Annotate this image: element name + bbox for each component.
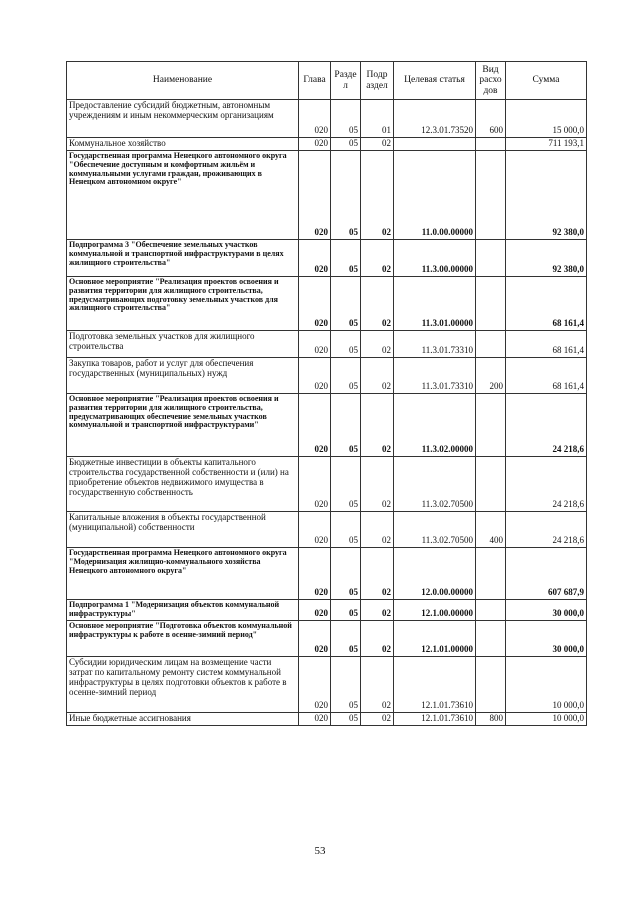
row-podrazdel-cell: 02 [361,277,394,331]
row-summa-cell: 30 000,0 [506,621,587,657]
row-celevaya-statya-cell: 12.0.00.00000 [394,548,476,600]
row-glava-cell: 020 [299,394,331,457]
row-celevaya-statya-cell: 11.3.01.73310 [394,331,476,358]
row-podrazdel-cell: 02 [361,394,394,457]
row-name-cell: Бюджетные инвестиции в объекты капитального строительства государственной собственности и (или) на приобретение объектов недвижимого имущества в государственную собственность [67,457,299,512]
row-celevaya-statya-cell: 12.1.01.73610 [394,657,476,713]
row-vid-rashodov-cell [476,151,506,240]
row-vid-rashodov-cell: 600 [476,100,506,138]
row-glava-cell: 020 [299,548,331,600]
row-vid-rashodov-cell: 800 [476,713,506,726]
header-celevaya-statya: Целевая статья [394,62,476,100]
row-vid-rashodov-cell: 400 [476,512,506,548]
row-podrazdel-cell: 02 [361,548,394,600]
row-celevaya-statya-cell: 12.3.01.73520 [394,100,476,138]
row-razdel-cell: 05 [331,713,361,726]
row-podrazdel-cell: 02 [361,331,394,358]
table-row [67,600,587,621]
header-row [67,62,587,100]
row-razdel-cell: 05 [331,657,361,713]
header-vid-rashodov: Вид расхо дов [476,62,506,100]
row-summa-cell: 10 000,0 [506,657,587,713]
row-celevaya-statya-cell: 11.3.02.70500 [394,512,476,548]
header-razdel: Разде л [331,62,361,100]
row-summa-cell: 68 161,4 [506,277,587,331]
row-celevaya-statya-cell: 11.3.02.00000 [394,394,476,457]
row-celevaya-statya-cell: 12.1.00.00000 [394,600,476,621]
row-glava-cell: 020 [299,600,331,621]
row-glava-cell: 020 [299,331,331,358]
row-name-cell: Подготовка земельных участков для жилищного строительства [67,331,299,358]
table-row [67,138,587,151]
row-name-cell: Предоставление субсидий бюджетным, автономным учреждениям и иным некоммерческим организациям [67,100,299,138]
row-celevaya-statya-cell: 11.3.01.73310 [394,358,476,394]
row-celevaya-statya-cell: 12.1.01.73610 [394,713,476,726]
row-vid-rashodov-cell: 200 [476,358,506,394]
row-name-cell: Капитальные вложения в объекты государственной (муниципальной) собственности [67,512,299,548]
table-row [67,713,587,726]
header-name: Наименование [67,62,299,100]
row-vid-rashodov-cell [476,600,506,621]
row-razdel-cell: 05 [331,621,361,657]
page-number: 53 [314,845,326,857]
row-vid-rashodov-cell [476,277,506,331]
row-celevaya-statya-cell: 12.1.01.00000 [394,621,476,657]
header-podrazdel: Подр аздел [361,62,394,100]
row-summa-cell: 24 218,6 [506,457,587,512]
row-glava-cell: 020 [299,657,331,713]
row-name-cell: Государственная программа Ненецкого автономного округа "Модернизация жилищно-коммунального хозяйства Ненецкого автономного округа" [67,548,299,600]
row-podrazdel-cell: 02 [361,457,394,512]
row-name-cell: Основное мероприятие "Реализация проектов освоения и развития территории для жилищного строительства, предусматривающих подготовку земельных участков для жилищного строительства" [67,277,299,331]
row-razdel-cell: 05 [331,394,361,457]
table-row [67,548,587,600]
row-name-cell: Иные бюджетные ассигнования [67,713,299,726]
row-glava-cell: 020 [299,713,331,726]
table-row [67,100,587,138]
row-podrazdel-cell: 02 [361,138,394,151]
header-glava: Глава [299,62,331,100]
row-glava-cell: 020 [299,240,331,277]
row-razdel-cell: 05 [331,331,361,358]
row-podrazdel-cell: 02 [361,621,394,657]
row-vid-rashodov-cell [476,457,506,512]
table-row [67,331,587,358]
row-summa-cell: 607 687,9 [506,548,587,600]
row-glava-cell: 020 [299,138,331,151]
budget-table [66,61,587,726]
row-podrazdel-cell: 02 [361,512,394,548]
row-name-cell: Основное мероприятие "Реализация проектов освоения и развития территории для жилищного строительства, предусматривающих обеспечение земельных участков коммунальной и транспортной инфраструктурами" [67,394,299,457]
table-row [67,621,587,657]
row-razdel-cell: 05 [331,100,361,138]
row-podrazdel-cell: 02 [361,358,394,394]
row-podrazdel-cell: 02 [361,657,394,713]
row-glava-cell: 020 [299,100,331,138]
row-razdel-cell: 05 [331,240,361,277]
row-glava-cell: 020 [299,277,331,331]
table-row [67,277,587,331]
row-celevaya-statya-cell: 11.3.00.00000 [394,240,476,277]
table-row [67,457,587,512]
row-vid-rashodov-cell [476,621,506,657]
row-summa-cell: 24 218,6 [506,394,587,457]
row-celevaya-statya-cell: 11.3.01.00000 [394,277,476,331]
row-vid-rashodov-cell [476,548,506,600]
row-celevaya-statya-cell: 11.3.02.70500 [394,457,476,512]
row-glava-cell: 020 [299,151,331,240]
row-vid-rashodov-cell [476,331,506,358]
row-summa-cell: 711 193,1 [506,138,587,151]
row-celevaya-statya-cell [394,138,476,151]
row-razdel-cell: 05 [331,277,361,331]
table-body [67,100,587,726]
row-razdel-cell: 05 [331,151,361,240]
row-summa-cell: 24 218,6 [506,512,587,548]
row-name-cell: Коммунальное хозяйство [67,138,299,151]
row-celevaya-statya-cell: 11.0.00.00000 [394,151,476,240]
row-glava-cell: 020 [299,457,331,512]
row-glava-cell: 020 [299,621,331,657]
row-summa-cell: 68 161,4 [506,331,587,358]
table-row [67,358,587,394]
table-row [67,151,587,240]
row-name-cell: Государственная программа Ненецкого автономного округа "Обеспечение доступным и комфортным жильём и коммунальными услугами граждан, проживающих в Ненецком автономном округе" [67,151,299,240]
row-summa-cell: 68 161,4 [506,358,587,394]
row-razdel-cell: 05 [331,600,361,621]
row-razdel-cell: 05 [331,358,361,394]
row-podrazdel-cell: 02 [361,600,394,621]
row-name-cell: Подпрограмма 1 "Модернизация объектов коммунальной инфраструктуры" [67,600,299,621]
row-podrazdel-cell: 02 [361,240,394,277]
row-glava-cell: 020 [299,358,331,394]
row-name-cell: Закупка товаров, работ и услуг для обеспечения государственных (муниципальных) нужд [67,358,299,394]
row-glava-cell: 020 [299,512,331,548]
row-name-cell: Подпрограмма 3 "Обеспечение земельных участков коммунальной и транспортной инфраструктурами в целях жилищного строительства" [67,240,299,277]
row-summa-cell: 15 000,0 [506,100,587,138]
row-podrazdel-cell: 02 [361,713,394,726]
row-razdel-cell: 05 [331,457,361,512]
row-razdel-cell: 05 [331,512,361,548]
table-row [67,240,587,277]
row-vid-rashodov-cell [476,240,506,277]
table-row [67,512,587,548]
row-summa-cell: 30 000,0 [506,600,587,621]
row-vid-rashodov-cell [476,394,506,457]
row-name-cell: Основное мероприятие "Подготовка объектов коммунальной инфраструктуры к работе в осенне-зимний период" [67,621,299,657]
row-vid-rashodov-cell [476,138,506,151]
row-summa-cell: 92 380,0 [506,151,587,240]
row-summa-cell: 10 000,0 [506,713,587,726]
row-podrazdel-cell: 01 [361,100,394,138]
row-podrazdel-cell: 02 [361,151,394,240]
row-name-cell: Субсидии юридическим лицам на возмещение части затрат по капитальному ремонту систем коммунальной инфраструктуры в целях подготовки объектов к работе в осенне-зимний период [67,657,299,713]
row-summa-cell: 92 380,0 [506,240,587,277]
row-razdel-cell: 05 [331,548,361,600]
table-row [67,394,587,457]
row-vid-rashodov-cell [476,657,506,713]
header-summa: Сумма [506,62,587,100]
row-razdel-cell: 05 [331,138,361,151]
table-row [67,657,587,713]
